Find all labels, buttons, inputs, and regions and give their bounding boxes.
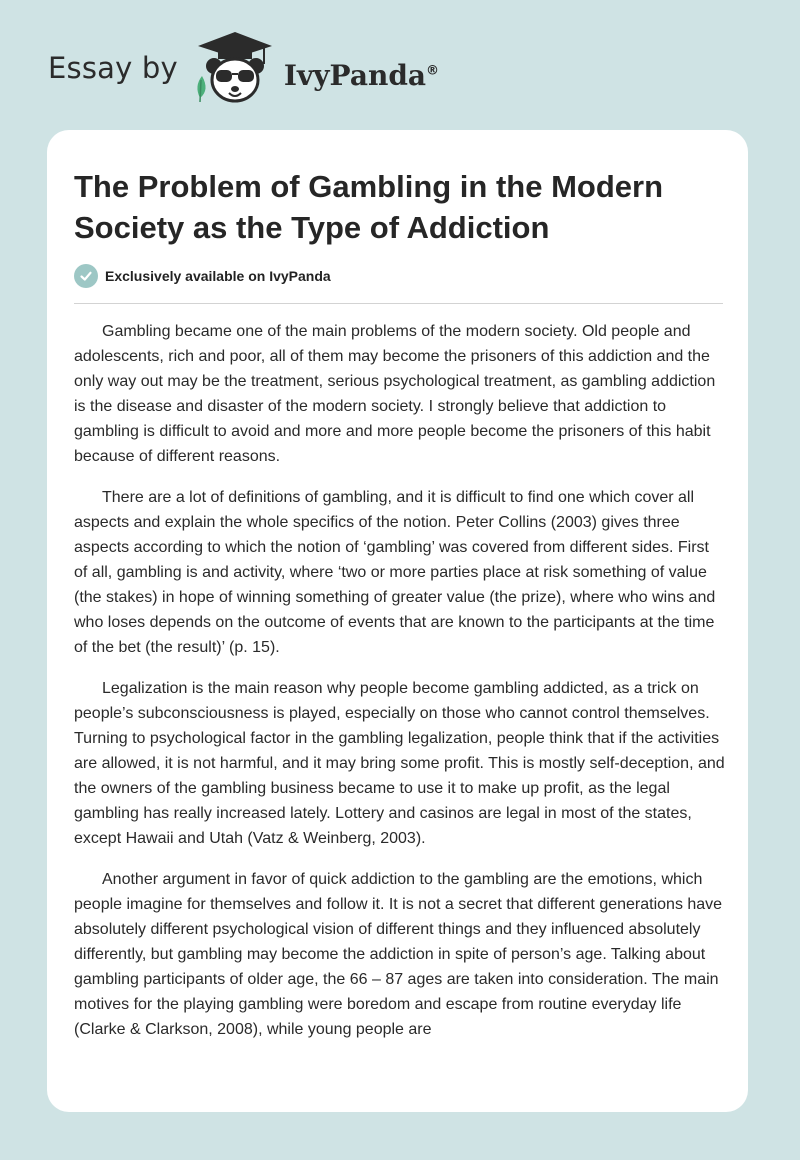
badge-label: Exclusively available on IvyPanda xyxy=(105,268,331,284)
essay-card xyxy=(47,130,748,1112)
check-icon xyxy=(74,264,98,288)
exclusive-badge xyxy=(74,264,331,288)
brand-name: IvyPanda® xyxy=(283,58,440,92)
paragraph: Another argument in favor of quick addiction to the gambling are the emotions, which people imagine for themselves and follow it. It is not a secret that different generations have absolutely different psychological vision of different things and they influenced absolutely differently, but gambling may become the addiction in spite of person’s age. Talking about gambling participants of older age, the 66 – 87 ages are taken into consideration. The main motives for the playing gambling were boredom and escape from routine everyday life (Clarke & Clarkson, 2008), while young people are xyxy=(74,871,723,1038)
ivypanda-logo-icon xyxy=(192,28,278,113)
essay-body xyxy=(74,319,726,1058)
paragraph: There are a lot of definitions of gambling, and it is difficult to find one which cover all aspects and explain the whole specifics of the notion. Peter Collins (2003) gives three aspects according to which the notion of ‘gambling’ was covered from different sides. First of all, gambling is and activity, where ‘two or more parties place at risk something of value (the stakes) in hope of winning something of greater value (the prize), where who wins and who loses depends on the outcome of events that are known to the participants at the time of the bet (the result)’ (p. 15). xyxy=(74,489,716,656)
ivypanda-logo[interactable] xyxy=(192,28,439,113)
essay-title: The Problem of Gambling in the Modern Society as the Type of Addiction xyxy=(74,169,664,245)
paragraph: Legalization is the main reason why people become gambling addicted, as a trick on people’s subconsciousness is played, especially on those who cannot control themselves. Turning to psychological factor in the gambling legalization, people think that if the activities are allowed, it is not harmful, and it may bring some profit. This is mostly self-deception, and the owners of the gambling business became to use it to make up profit, as the legal gambling has really increased lately. Lottery and casinos are legal in most of the states, except Hawaii and Utah (Vatz & Weinberg, 2003). xyxy=(74,680,725,847)
site-header xyxy=(48,30,439,110)
essay-by-label: Essay by xyxy=(48,51,178,85)
divider xyxy=(74,303,723,304)
paragraph: Gambling became one of the main problems of the modern society. Old people and adolescents, rich and poor, all of them may become the prisoners of this addiction and the only way out may be the treatment, serious psychological treatment, as gambling addiction is the disease and disaster of the modern society. I strongly believe that addiction to gambling is difficult to avoid and more and more people become the prisoners of this habit because of different reasons. xyxy=(74,323,716,465)
